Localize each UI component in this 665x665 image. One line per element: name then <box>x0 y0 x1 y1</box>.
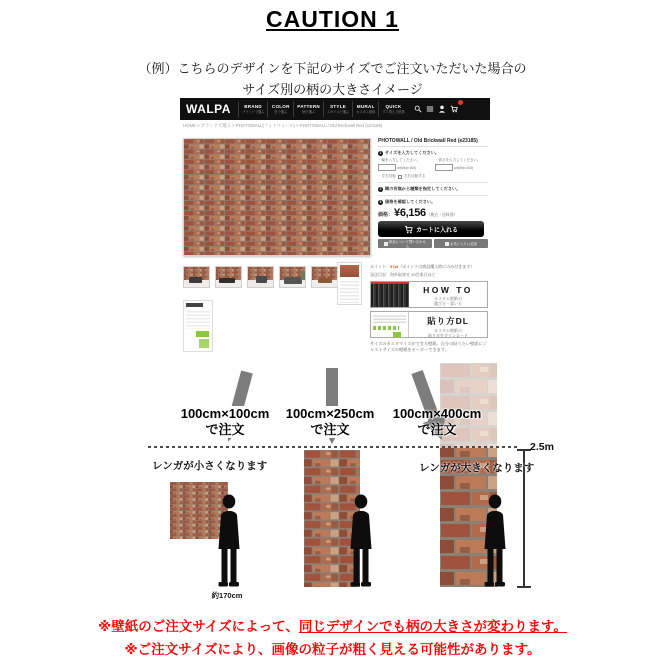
breadcrumb[interactable]: HOME > ブランドで選ぶ > PHOTOWALL(フォトウォール) > PHOTOWALL / Old Brickwall Red (e23185) <box>183 123 383 128</box>
paste-guide-sub-1: カスタム壁紙の <box>434 327 462 333</box>
secondary-buttons <box>378 239 488 248</box>
order-label-100x100 <box>167 406 283 438</box>
room-thumbnail-5[interactable] <box>311 266 338 288</box>
flip-row <box>378 174 488 179</box>
nav-mural-en: MURAL <box>356 104 375 109</box>
width-label: ・幅を入力してください。 <box>378 158 420 162</box>
warning-1-prefix: ※壁紙のご注文サイズによって、 <box>98 619 299 634</box>
howto-banner-image <box>371 282 409 307</box>
nav-pattern-ja: 柄で選ぶ <box>302 110 315 114</box>
nav-color-en: COLOR <box>271 104 290 109</box>
ceiling-height-label: 2.5m <box>530 441 554 453</box>
order-size-1: 100cm×100cm <box>180 406 270 421</box>
product-panel <box>378 138 488 248</box>
order-size-2: 100cm×250cm <box>285 406 375 421</box>
nav-color[interactable] <box>267 101 293 117</box>
room-thumbnail-4[interactable] <box>279 266 306 288</box>
point-line <box>370 264 488 270</box>
step2-label: 糊の有無から種類を指定してください。 <box>385 186 461 191</box>
howto-banner[interactable] <box>370 281 488 308</box>
paste-guide-image <box>371 312 409 337</box>
caption-bigger-bricks: レンガが大きくなります <box>419 462 535 474</box>
nav-quick-en: QUICK <box>385 104 402 109</box>
room-thumbnail-1[interactable] <box>183 266 210 288</box>
nav-pattern-en: PATTERN <box>297 104 320 109</box>
nav-quick[interactable] <box>378 101 407 117</box>
subtitle-line-2: サイズ別の柄の大きさイメージ <box>242 82 423 97</box>
nav-pattern[interactable] <box>293 101 323 117</box>
nav-style[interactable] <box>323 101 352 117</box>
person-height-label: 約170cm <box>211 591 243 600</box>
heart-icon <box>445 242 449 246</box>
height-unit: cm(Max 400) <box>454 165 474 170</box>
favorite-button-label: お気に入りに追加 <box>449 242 478 246</box>
walpa-site-screenshot <box>180 98 490 362</box>
account-icon[interactable] <box>438 105 446 113</box>
flip-option-label: 左右反転する <box>403 174 426 178</box>
flip-label: ・左右反転 <box>378 174 396 178</box>
cart-badge <box>458 100 463 105</box>
person-silhouette-2 <box>344 493 378 588</box>
order-suffix-3: で注文 <box>417 422 457 437</box>
nav-quick-ja: すぐ買える壁紙 <box>382 110 405 114</box>
custom-size-note: サイズのカスタマイズができる壁紙。自分の貼りたい壁面にジャストサイズの壁紙をオーダーできます。 <box>370 340 487 352</box>
room-thumbnail-2[interactable] <box>215 266 242 288</box>
step3-number-badge: 3 <box>379 199 382 204</box>
point-suffix: （ポイントは商品購入時にのみ付きます） <box>398 264 475 269</box>
mail-icon <box>384 242 388 246</box>
person-silhouette-3 <box>478 493 512 588</box>
order-size-3: 100cm×400cm <box>392 406 482 421</box>
order-label-100x400 <box>379 406 495 438</box>
order-suffix-2: で注文 <box>310 422 350 437</box>
step3-label: 価格を確認してください。 <box>385 199 436 204</box>
nav-style-ja: スタイルで選ぶ <box>326 110 350 114</box>
detail-page-thumbnail[interactable] <box>337 262 362 305</box>
add-to-cart-button[interactable] <box>378 221 484 237</box>
order-suffix-1: で注文 <box>205 422 245 437</box>
inquiry-button-label: 商品について問い合わせる <box>388 239 426 249</box>
favorite-button[interactable] <box>434 239 488 248</box>
step2-heading <box>378 186 488 192</box>
price-value: ¥6,156 <box>394 207 426 219</box>
shipping-line: 発送目安：海外取寄せ 10営業日ほど <box>370 271 436 277</box>
page-title: CAUTION 1 <box>266 6 399 32</box>
search-icon[interactable] <box>414 105 422 113</box>
width-unit: cm(Max 600) <box>397 165 417 170</box>
doc-text-lines <box>186 309 210 329</box>
warning-1-underlined: 同じデザインでも柄の大きさが変わります。 <box>298 619 567 634</box>
doc-header-bar <box>186 303 203 307</box>
doc-green-block <box>199 339 209 348</box>
ceiling-dashed-line <box>148 446 520 448</box>
size-inputs <box>378 158 488 171</box>
doc-green-bar <box>196 331 209 337</box>
subtitle-line-1: （例）こちらのデザインを下記のサイズでご注文いただいた場合の <box>138 61 527 76</box>
nav-color-ja: 色で選ぶ <box>274 110 288 114</box>
paste-guide-sub-2: 貼り方をダウンロード <box>428 333 468 338</box>
walpa-logo[interactable]: WALPA <box>186 102 231 116</box>
site-header <box>180 98 490 120</box>
inquiry-button[interactable] <box>378 239 432 248</box>
warning-line-2: ※ご注文サイズにより、画像の粒子が粗く見える可能性があります。 <box>124 642 541 657</box>
paste-guide-banner[interactable] <box>370 311 488 338</box>
warning-line-1 <box>0 615 665 638</box>
nav-mural-ja: カスタム壁紙 <box>356 110 376 114</box>
nav-brand-en: BRAND <box>244 104 262 109</box>
nav-style-en: STYLE <box>330 104 347 109</box>
size-guide-thumbnail[interactable] <box>183 300 213 352</box>
step2-number-badge: 2 <box>379 186 382 191</box>
point-value: 57pt <box>390 264 399 269</box>
price-row <box>378 207 488 219</box>
side-info-column <box>370 264 488 353</box>
cart-button-icon <box>404 225 413 234</box>
height-group <box>435 158 488 171</box>
order-label-100x250 <box>272 406 388 438</box>
howto-sub-1: カスタム壁紙の <box>434 295 462 301</box>
height-input[interactable] <box>435 164 453 171</box>
step1-number-badge: 1 <box>379 150 382 155</box>
step1-heading <box>378 150 488 156</box>
thumbnail-text-lines <box>340 279 359 303</box>
warning-block <box>0 615 665 661</box>
nav-brand-ja: ブランドで選ぶ <box>241 110 265 114</box>
room-thumbnail-3[interactable] <box>247 266 274 288</box>
nav-mural[interactable] <box>352 101 378 117</box>
howto-sub-2: 選び方・買い方 <box>434 301 462 306</box>
flip-checkbox[interactable] <box>398 175 402 179</box>
paste-guide-title: 貼り方DL <box>427 315 469 326</box>
list-icon[interactable] <box>426 105 434 113</box>
thumbnail-brick-strip <box>340 265 359 277</box>
width-group <box>378 158 431 171</box>
price-label: 価格： <box>378 212 394 218</box>
step1-label: サイズを入力してください。 <box>385 150 440 155</box>
height-label: ・高さを入力してください。 <box>435 158 481 162</box>
step3-heading <box>378 199 488 205</box>
price-note: （税込・送料別） <box>426 213 458 217</box>
nav-brand[interactable] <box>238 101 267 117</box>
page-subtitle <box>0 58 665 100</box>
howto-title: HOW TO <box>423 284 473 295</box>
width-input[interactable] <box>378 164 396 171</box>
cart-icon[interactable] <box>450 105 458 113</box>
cart-button-label: カートに入れる <box>415 227 458 234</box>
product-title: PHOTOWALL / Old Brickwall Red (e23185) <box>378 138 488 147</box>
person-silhouette-1 <box>212 493 246 588</box>
site-nav <box>238 101 408 117</box>
point-prefix: ポイント： <box>370 264 390 269</box>
caption-smaller-bricks: レンガが小さくなります <box>152 460 268 472</box>
product-thumbnails <box>183 266 338 288</box>
header-icons <box>414 100 458 118</box>
product-main-image[interactable] <box>183 138 371 256</box>
